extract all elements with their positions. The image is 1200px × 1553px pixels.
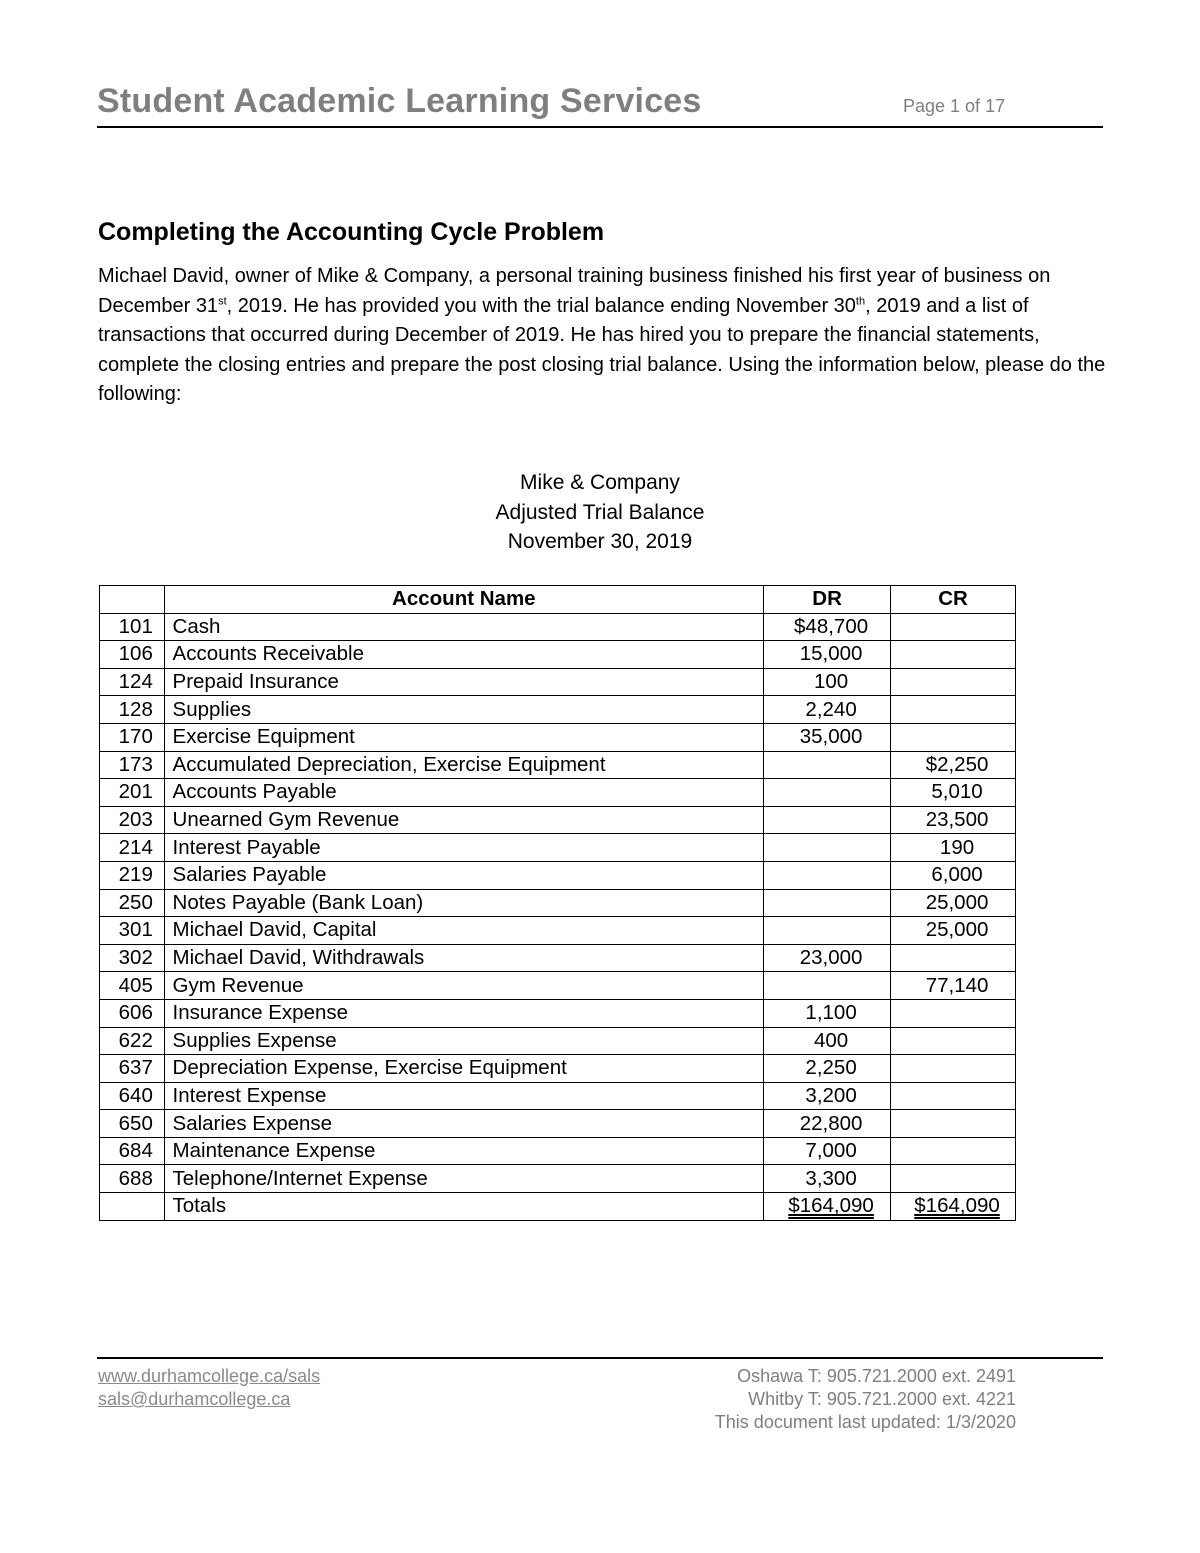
totals-cr: $164,090 [914, 1194, 1000, 1218]
account-name: Salaries Expense [164, 1110, 764, 1138]
table-row [100, 917, 1016, 945]
debit-amount: 100 [764, 668, 891, 696]
account-name: Accounts Payable [164, 779, 764, 807]
account-number: 101 [100, 613, 165, 641]
account-number: 170 [100, 723, 165, 751]
debit-amount [764, 779, 891, 807]
table-row [100, 1055, 1016, 1083]
statement-heading [300, 468, 900, 557]
page-header [97, 82, 1103, 128]
account-number: 405 [100, 972, 165, 1000]
account-name: Interest Expense [164, 1082, 764, 1110]
credit-amount [891, 1137, 1016, 1165]
table-row [100, 696, 1016, 724]
header-account-number [100, 586, 165, 614]
document-heading: Completing the Accounting Cycle Problem [98, 218, 605, 246]
account-name: Prepaid Insurance [164, 668, 764, 696]
credit-amount [891, 696, 1016, 724]
intro-sup-1: st [218, 294, 227, 307]
debit-amount: 22,800 [764, 1110, 891, 1138]
table-row [100, 1082, 1016, 1110]
account-number: 637 [100, 1055, 165, 1083]
credit-amount: 25,000 [891, 917, 1016, 945]
last-updated: This document last updated: 1/3/2020 [714, 1412, 1016, 1432]
statement-title: Adjusted Trial Balance [495, 500, 705, 524]
debit-amount: 15,000 [764, 641, 891, 669]
credit-amount: 5,010 [891, 779, 1016, 807]
statement-date: November 30, 2019 [507, 530, 693, 553]
debit-amount: $48,700 [764, 613, 891, 641]
table-row [100, 779, 1016, 807]
account-number: 301 [100, 917, 165, 945]
account-name: Supplies Expense [164, 1027, 764, 1055]
account-number: 128 [100, 696, 165, 724]
account-name: Accounts Receivable [164, 641, 764, 669]
totals-row [100, 1193, 1016, 1221]
account-number: 250 [100, 889, 165, 917]
table-row [100, 613, 1016, 641]
table-row [100, 972, 1016, 1000]
table-row [100, 834, 1016, 862]
footer-links [98, 1365, 320, 1411]
account-name: Depreciation Expense, Exercise Equipment [164, 1055, 764, 1083]
debit-amount: 2,240 [764, 696, 891, 724]
debit-amount [764, 972, 891, 1000]
credit-amount [891, 668, 1016, 696]
account-number: 688 [100, 1165, 165, 1193]
trial-balance-body [100, 613, 1016, 1192]
credit-amount: 77,140 [891, 972, 1016, 1000]
debit-amount: 35,000 [764, 723, 891, 751]
table-row [100, 723, 1016, 751]
account-name: Gym Revenue [164, 972, 764, 1000]
table-row [100, 806, 1016, 834]
credit-amount: $2,250 [891, 751, 1016, 779]
table-row [100, 668, 1016, 696]
company-name: Mike & Company [520, 471, 680, 494]
account-number: 606 [100, 999, 165, 1027]
account-number: 173 [100, 751, 165, 779]
debit-amount [764, 806, 891, 834]
table-row [100, 1027, 1016, 1055]
intro-sup-2: th [855, 294, 866, 307]
credit-amount [891, 999, 1016, 1027]
credit-amount [891, 641, 1016, 669]
debit-amount [764, 751, 891, 779]
debit-amount [764, 834, 891, 862]
debit-amount: 400 [764, 1027, 891, 1055]
account-name: Michael David, Capital [164, 917, 764, 945]
totals-dr-cell [764, 1193, 891, 1221]
header-cr: CR [891, 586, 1016, 614]
account-number: 302 [100, 944, 165, 972]
account-number: 201 [100, 779, 165, 807]
table-row [100, 861, 1016, 889]
account-number: 219 [100, 861, 165, 889]
account-number: 640 [100, 1082, 165, 1110]
totals-label: Totals [164, 1193, 764, 1221]
debit-amount: 3,200 [764, 1082, 891, 1110]
credit-amount [891, 1082, 1016, 1110]
debit-amount: 23,000 [764, 944, 891, 972]
header-dr: DR [764, 586, 891, 614]
totals-cr-cell [891, 1193, 1016, 1221]
header-account-name: Account Name [164, 586, 764, 614]
debit-amount [764, 889, 891, 917]
credit-amount: 23,500 [891, 806, 1016, 834]
header-title: Student Academic Learning Services [97, 82, 702, 120]
totals-dr: $164,090 [788, 1194, 874, 1218]
credit-amount [891, 1165, 1016, 1193]
account-name: Cash [164, 613, 764, 641]
account-name: Maintenance Expense [164, 1137, 764, 1165]
table-row [100, 889, 1016, 917]
account-name: Supplies [164, 696, 764, 724]
oshawa-phone: Oshawa T: 905.721.2000 ext. 2491 [737, 1366, 1016, 1386]
intro-paragraph [98, 262, 1108, 410]
debit-amount [764, 917, 891, 945]
account-number: 214 [100, 834, 165, 862]
credit-amount [891, 944, 1016, 972]
account-name: Salaries Payable [164, 861, 764, 889]
account-number: 203 [100, 806, 165, 834]
trial-balance-table [99, 585, 1016, 1221]
intro-text-3: , 2019 and a list of transactions that occurred during December of 2019. He has hired you to prepare the financial statements, complete the closing entries and prepare the post closing trial balance. Using the information below, please do the following: [98, 294, 1106, 405]
credit-amount: 6,000 [891, 861, 1016, 889]
account-number: 622 [100, 1027, 165, 1055]
table-header-row [100, 586, 1016, 614]
account-name: Insurance Expense [164, 999, 764, 1027]
credit-amount: 25,000 [891, 889, 1016, 917]
account-name: Telephone/Internet Expense [164, 1165, 764, 1193]
whitby-phone: Whitby T: 905.721.2000 ext. 4221 [748, 1389, 1016, 1409]
debit-amount: 7,000 [764, 1137, 891, 1165]
account-name: Exercise Equipment [164, 723, 764, 751]
account-number: 124 [100, 668, 165, 696]
debit-amount: 1,100 [764, 999, 891, 1027]
email-link[interactable]: sals@durhamcollege.ca [98, 1389, 291, 1409]
account-name: Michael David, Withdrawals [164, 944, 764, 972]
debit-amount: 3,300 [764, 1165, 891, 1193]
credit-amount [891, 723, 1016, 751]
credit-amount [891, 613, 1016, 641]
table-row [100, 641, 1016, 669]
credit-amount: 190 [891, 834, 1016, 862]
debit-amount: 2,250 [764, 1055, 891, 1083]
credit-amount [891, 1055, 1016, 1083]
website-link[interactable]: www.durhamcollege.ca/sals [98, 1366, 321, 1386]
table-row [100, 1110, 1016, 1138]
account-number: 106 [100, 641, 165, 669]
table-row [100, 1165, 1016, 1193]
footer-contact [715, 1365, 1016, 1434]
table-row [100, 944, 1016, 972]
page-number: Page 1 of 17 [903, 96, 1006, 116]
account-name: Unearned Gym Revenue [164, 806, 764, 834]
account-name: Interest Payable [164, 834, 764, 862]
account-name: Accumulated Depreciation, Exercise Equipment [164, 751, 764, 779]
intro-text-1: Michael David, owner of Mike & Company, a personal training business finished his first year of business on December 31 [98, 265, 1051, 317]
debit-amount [764, 861, 891, 889]
intro-text-2: , 2019. He has provided you with the trial balance ending November 30 [226, 294, 856, 317]
page-footer [97, 1357, 1103, 1432]
table-row [100, 751, 1016, 779]
account-number: 684 [100, 1137, 165, 1165]
table-row [100, 999, 1016, 1027]
credit-amount [891, 1027, 1016, 1055]
account-name: Notes Payable (Bank Loan) [164, 889, 764, 917]
credit-amount [891, 1110, 1016, 1138]
totals-number-cell [100, 1193, 165, 1221]
account-number: 650 [100, 1110, 165, 1138]
table-row [100, 1137, 1016, 1165]
